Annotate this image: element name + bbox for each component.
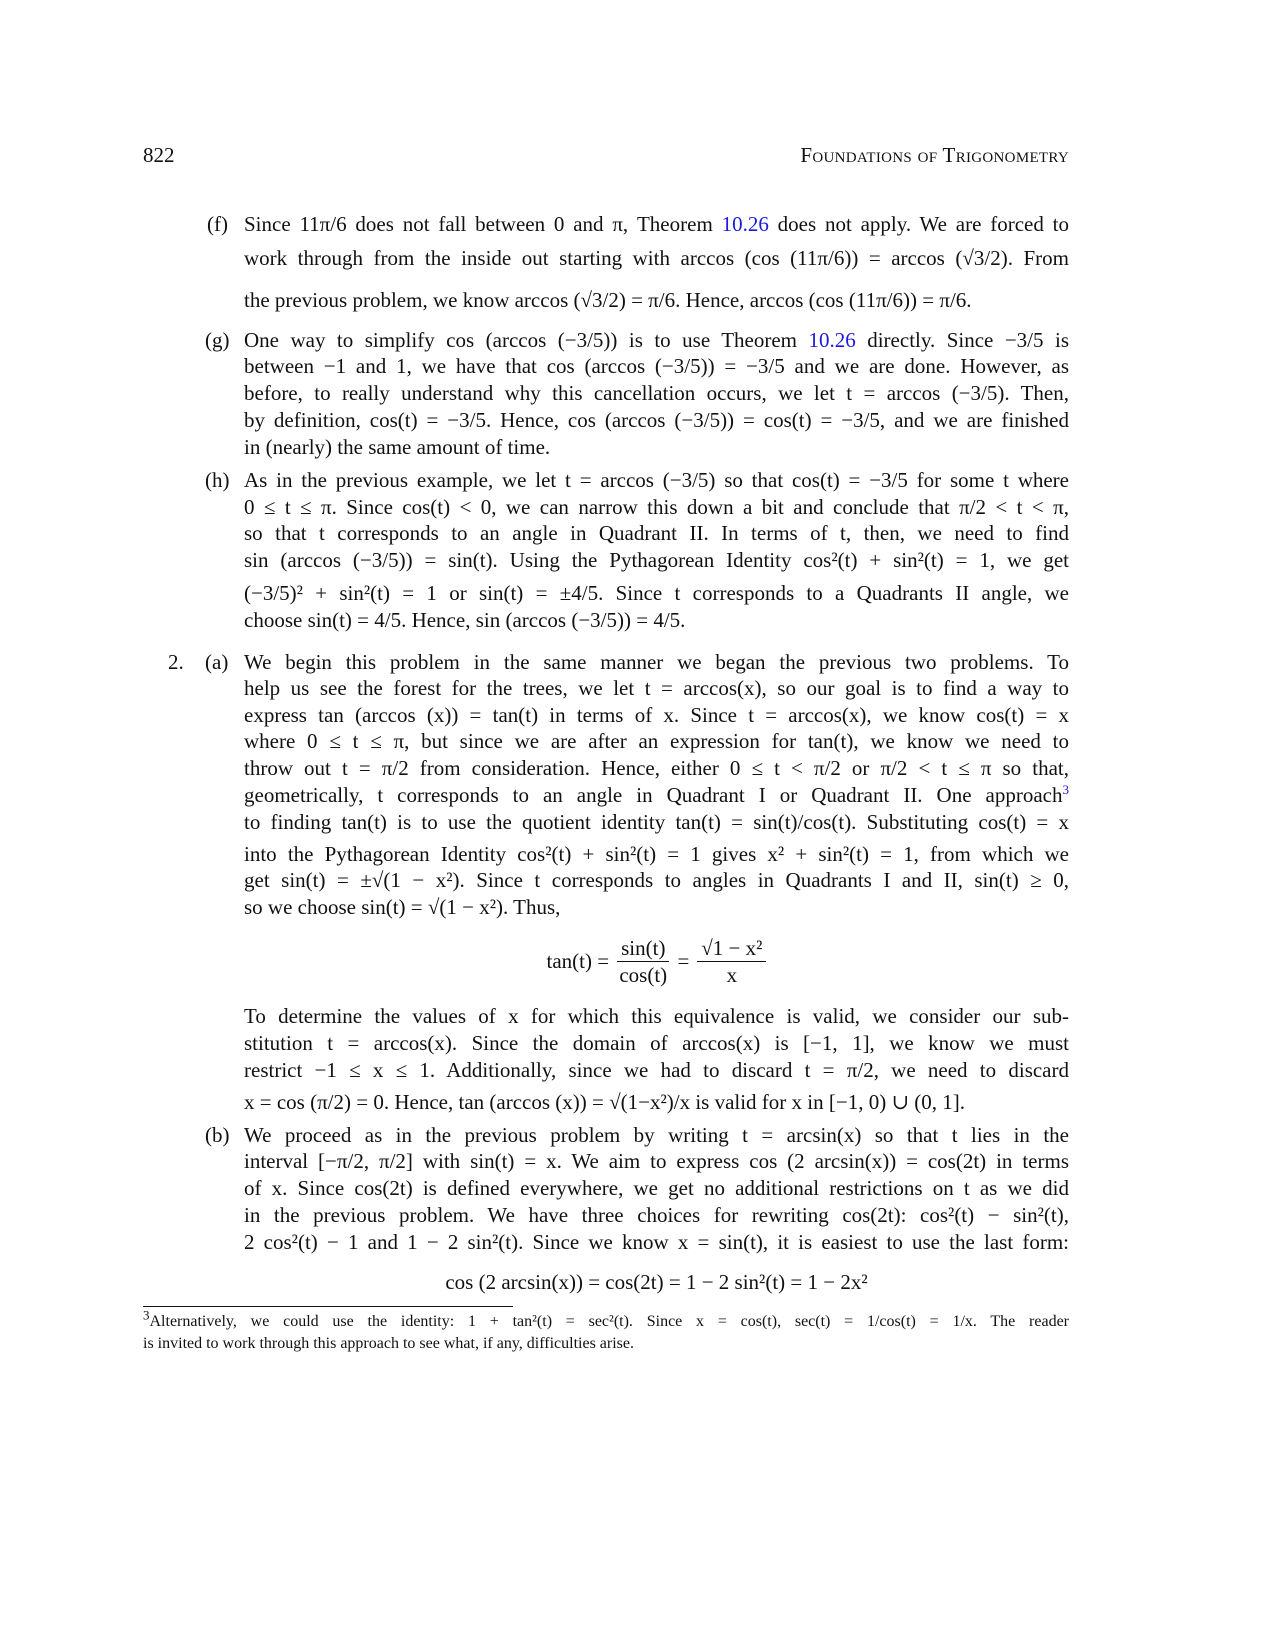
footnote-line: [143, 1307, 1069, 1332]
text-line: (−3/5)² + sin²(t) = 1 or sin(t) = ±4/5. Since t corresponds to a Quadrants II angle, we: [244, 581, 1069, 605]
footnote-link[interactable]: 3: [1062, 782, 1069, 797]
display-equation-tan: [244, 935, 1069, 988]
text-line: in (nearly) the same amount of time.: [244, 435, 551, 459]
text-line: into the Pythagorean Identity cos²(t) + sin²(t) = 1 gives x² + sin²(t) = 1, from which we: [244, 842, 1069, 866]
item-label-f: (f): [207, 212, 228, 236]
text-line: 2 cos²(t) − 1 and 1 − 2 sin²(t). Since we know x = sin(t), it is easiest to use the last form:: [244, 1230, 1069, 1254]
display-equation-cos2: cos (2 arcsin(x)) = cos(2t) = 1 − 2 sin²(t) = 1 − 2x²: [445, 1270, 868, 1294]
item-label-b: (b): [205, 1123, 230, 1147]
theorem-link[interactable]: 10.26: [721, 212, 769, 236]
text-line: work through from the inside out starting with arccos (cos (11π/6)) = arccos (√3/2). From: [244, 246, 1069, 270]
text-line: to finding tan(t) is to use the quotient identity tan(t) = sin(t)/cos(t). Substituting cos(t) = x: [244, 810, 1069, 834]
text-line: As in the previous example, we let t = arccos (−3/5) so that cos(t) = −3/5 for some t where: [244, 468, 1069, 492]
numerator: √1 − x²: [697, 935, 766, 962]
denominator: x: [726, 963, 738, 987]
text-line: We begin this problem in the same manner we began the previous two problems. To: [244, 650, 1069, 674]
text-line: the previous problem, we know arccos (√3/2) = π/6. Hence, arccos (cos (11π/6)) = π/6.: [244, 288, 972, 312]
text-line: To determine the values of x for which this equivalence is valid, we consider our sub-: [244, 1004, 1069, 1028]
text-line: in the previous problem. We have three choices for rewriting cos(2t): cos²(t) − sin²(t),: [244, 1203, 1069, 1227]
text-line: stitution t = arccos(x). Since the domain of arccos(x) is [−1, 1], we know we must: [244, 1031, 1069, 1055]
text-line: geometrically, t corresponds to an angle in Quadrant I or Quadrant II. One approach$^3$: [244, 782, 1069, 807]
text-line: of x. Since cos(2t) is defined everywhere, we get no additional restrictions on t as we did: [244, 1176, 1069, 1200]
text-line: get sin(t) = ±√(1 − x²). Since t corresponds to angles in Quadrants I and II, sin(t) ≥ 0,: [244, 868, 1069, 892]
text-line: express tan (arccos (x)) = tan(t) in terms of x. Since t = arccos(x), we know cos(t) = x: [244, 703, 1069, 727]
equals-sign: =: [677, 949, 690, 973]
fraction-sqrt-over-x: [697, 935, 766, 988]
text-line: so that t corresponds to an angle in Quadrant II. In terms of t, then, we need to find: [244, 521, 1069, 545]
text-line: so we choose sin(t) = √(1 − x²). Thus,: [244, 895, 561, 919]
text-line: Since 11π/6 does not fall between 0 and π, Theorem 10.26 does not apply. We are forced to: [244, 212, 1070, 236]
page-number: 822: [143, 143, 175, 167]
text-line: throw out t = π/2 from consideration. Hence, either 0 ≤ t < π/2 or π/2 < t ≤ π so that,: [244, 756, 1069, 780]
text-line: We proceed as in the previous problem by writing t = arcsin(x) so that t lies in the: [244, 1123, 1069, 1147]
text-line: x = cos (π/2) = 0. Hence, tan (arccos (x)) = √(1−x²)/x is valid for x in [−1, 0) ∪ (0, 1].: [244, 1090, 966, 1114]
item-label-h: (h): [205, 468, 230, 492]
text-line: restrict −1 ≤ x ≤ 1. Additionally, since we had to discard t = π/2, we need to discard: [244, 1058, 1069, 1082]
theorem-link[interactable]: 10.26: [808, 328, 856, 352]
item-label-g: (g): [205, 328, 230, 352]
denominator: cos(t): [619, 963, 668, 987]
problem-number-2: 2.: [168, 650, 184, 674]
footnote-mark: 3: [143, 1307, 150, 1323]
text-line: choose sin(t) = 4/5. Hence, sin (arccos (−3/5)) = 4/5.: [244, 608, 686, 632]
text-line: sin (arccos (−3/5)) = sin(t). Using the Pythagorean Identity cos²(t) + sin²(t) = 1, we get: [244, 548, 1069, 572]
text-line: between −1 and 1, we have that cos (arccos (−3/5)) = −3/5 and we are done. However, as: [244, 354, 1069, 378]
text-line: by definition, cos(t) = −3/5. Hence, cos (arccos (−3/5)) = cos(t) = −3/5, and we are finished: [244, 408, 1069, 432]
item-label-a: (a): [205, 650, 229, 674]
numerator: sin(t): [617, 935, 669, 962]
eq-lhs: tan(t) =: [546, 949, 610, 973]
text-line: 0 ≤ t ≤ π. Since cos(t) < 0, we can narrow this down a bit and conclude that π/2 < t < π,: [244, 495, 1069, 519]
running-title: Foundations of Trigonometry: [800, 143, 1069, 167]
fraction-sin-over-cos: [617, 935, 669, 988]
text-line: where 0 ≤ t ≤ π, but since we are after an expression for tan(t), we know we need to: [244, 729, 1069, 753]
footnote-rule: [143, 1306, 513, 1307]
footnote-line: is invited to work through this approach to see what, if any, difficulties arise.: [143, 1335, 634, 1352]
text-line: help us see the forest for the trees, we let t = arccos(x), so our goal is to find a way to: [244, 676, 1069, 700]
footnote-text: Alternatively, we could use the identity: 1 + tan²(t) = sec²(t). Since x = cos(t), sec(t) = 1/cos(t) = 1/x. The reader: [149, 1313, 1069, 1330]
text-line: One way to simplify cos (arccos (−3/5)) is to use Theorem 10.26 directly. Since −3/5 is: [244, 328, 1069, 352]
text-line: interval [−π/2, π/2] with sin(t) = x. We aim to express cos (2 arcsin(x)) = cos(2t) in terms: [244, 1149, 1069, 1173]
text-line: before, to really understand why this cancellation occurs, we let t = arccos (−3/5). Then,: [244, 381, 1069, 405]
